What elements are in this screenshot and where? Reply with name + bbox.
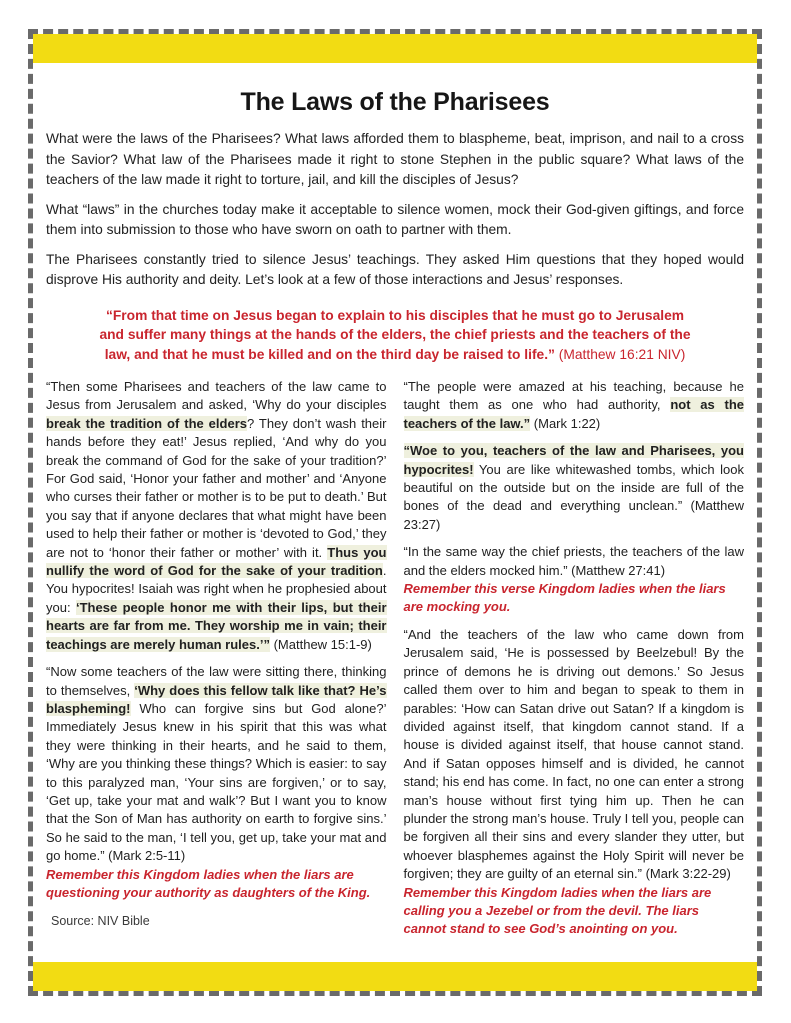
body-paragraph bbox=[46, 663, 387, 865]
text-segment-qr: (Matthew 16:21 NIV) bbox=[554, 346, 686, 362]
body-paragraph bbox=[94, 306, 696, 365]
text-segment-n: “Then some Pharisees and teachers of the law came to Jesus from Jerusalem and asked, ‘Why do your disciples bbox=[46, 379, 387, 413]
text-segment-n: Who can forgive sins but God alone?’ Immediately Jesus knew in his spirit that this was what they were thinking in their hearts, and he said to them, ‘Why are you thinking these things? Which is easier: to say to this paralyzed man, ‘Your sins are forgiven,’ or to say, ‘Get up, take your mat and walk’? But I want you to know that the Son of Man has authority on earth to forgive sins.’ So he said to the man, ‘I tell you, get up, take your mat and go home.” (Mark 2:5-11) bbox=[46, 700, 387, 864]
text-segment-n: What were the laws of the Pharisees? What laws afforded them to blaspheme, beat, imprison, and nail to a cross the Savior? What law of the Pharisees made it right to stone Stephen in the public square? What laws of the teachers of the law made it right to torture, jail, and kill the disciples of Jesus? bbox=[46, 131, 744, 187]
body-paragraph bbox=[46, 129, 744, 191]
body-paragraph bbox=[46, 200, 744, 241]
page-content bbox=[33, 63, 757, 962]
body-paragraph bbox=[46, 250, 744, 291]
text-segment-n: (Mark 1:22) bbox=[530, 415, 601, 431]
text-segment-ri: Remember this Kingdom ladies when the liars are calling you a Jezebel or from the devil. The liars cannot stand to see God’s anointing on you. bbox=[403, 884, 712, 937]
text-segment-n: “In the same way the chief priests, the teachers of the law and the elders mocked him.” (Matthew 27:41) bbox=[403, 544, 744, 578]
body-paragraph bbox=[46, 378, 387, 654]
source-note: Source: NIV Bible bbox=[51, 914, 150, 928]
text-segment-n: . You hypocrites! Isaiah was right when he prophesied about you: bbox=[46, 563, 387, 615]
text-segment-qb: “From that time on Jesus began to explain to his disciples that he must go to Jerusalem and suffer many things at the hands of the elders, the chief priests and the teachers of the law, and that he must be killed and on the third day be raised to life.” bbox=[99, 307, 691, 362]
remember-note bbox=[46, 866, 387, 903]
body-paragraph bbox=[404, 543, 745, 580]
text-segment-hb: ‘These people honor me with their lips, but their hearts are far from me. They worship me in vain; their teachings are merely human rules.’” bbox=[46, 599, 387, 652]
bottom-accent-band bbox=[33, 962, 757, 991]
two-column-body bbox=[46, 378, 744, 948]
top-accent-band bbox=[33, 34, 757, 63]
text-segment-n: (Matthew 15:1-9) bbox=[269, 636, 372, 652]
page-frame bbox=[28, 29, 762, 996]
body-paragraph bbox=[404, 626, 745, 884]
text-segment-hb: Thus you nullify the word of God for the sake of your tradition bbox=[46, 544, 387, 579]
text-segment-n: “And the teachers of the law who came down from Jerusalem said, ‘He is possessed by Beelzebul! By the prince of demons he is driving out demons.’ So Jesus called them over to him and began to speak to them in parables: ‘How can Satan drive out Satan? If a kingdom is divided against itself, that kingdom cannot stand. If a house is divided against itself, that house cannot stand. And if Satan opposes himself and is divided, he cannot stand; his end has come. In fact, no one can enter a strong man’s house without first tying him up. Then he can plunder the strong man’s house. Truly I tell you, people can be forgiven all their sins and every slander they utter, but whoever blasphemes against the Holy Spirit will never be forgiven; they are guilty of an eternal sin.” (Mark 3:22-29) bbox=[403, 626, 744, 882]
text-segment-hb: break the tradition of the elders bbox=[46, 415, 247, 431]
remember-note bbox=[404, 580, 745, 617]
text-segment-hb: “Woe to you, teachers of the law and Pharisees, you hypocrites! bbox=[403, 443, 744, 477]
text-segment-n: What “laws” in the churches today make it acceptable to silence women, mock their God-given giftings, and force them into submission to those who have sworn on oath to partner with them. bbox=[46, 201, 744, 237]
text-segment-n: “The people were amazed at his teaching, because he taught them as one who had authority, bbox=[403, 379, 744, 413]
text-segment-n: “Now some teachers of the law were sitting there, thinking to themselves, bbox=[46, 664, 387, 698]
scripture-quote bbox=[46, 300, 744, 377]
body-paragraph bbox=[404, 442, 745, 534]
page-title: The Laws of the Pharisees bbox=[240, 88, 550, 116]
remember-note bbox=[404, 884, 745, 939]
intro-section bbox=[46, 129, 744, 300]
left-column bbox=[46, 378, 387, 948]
text-segment-hb: not as the teachers of the law.” bbox=[403, 397, 744, 431]
text-segment-hb: ‘Why does this fellow talk like that? He’s blaspheming! bbox=[46, 682, 387, 716]
text-segment-ri: Remember this verse Kingdom ladies when the liars are mocking you. bbox=[403, 581, 726, 615]
text-segment-ri: Remember this Kingdom ladies when the liars are questioning your authority as daughters of the King. bbox=[46, 866, 371, 900]
text-segment-n: ? They don’t wash their hands before they eat!’ Jesus replied, ‘And why do you break the command of God for the sake of your tradition?’ For God said, ‘Honor your father and mother’ and ‘Anyone who curses their father or mother is to be put to death.’ But you say that if anyone declares that what might have been used to help their father or mother is ‘devoted to God,’ they are not to ‘honor their father or mother’ with it. bbox=[46, 415, 387, 560]
text-segment-n: You are like whitewashed tombs, which look beautiful on the outside but on the inside are full of the bones of the dead and everything unclean.” (Matthew 23:27) bbox=[403, 461, 744, 532]
right-column bbox=[404, 378, 745, 948]
body-paragraph bbox=[404, 378, 745, 433]
text-segment-n: The Pharisees constantly tried to silence Jesus’ teachings. They asked Him questions that they hoped would disprove His authority and deity. Let’s look at a few of those interactions and Jesus’ responses. bbox=[46, 251, 744, 287]
